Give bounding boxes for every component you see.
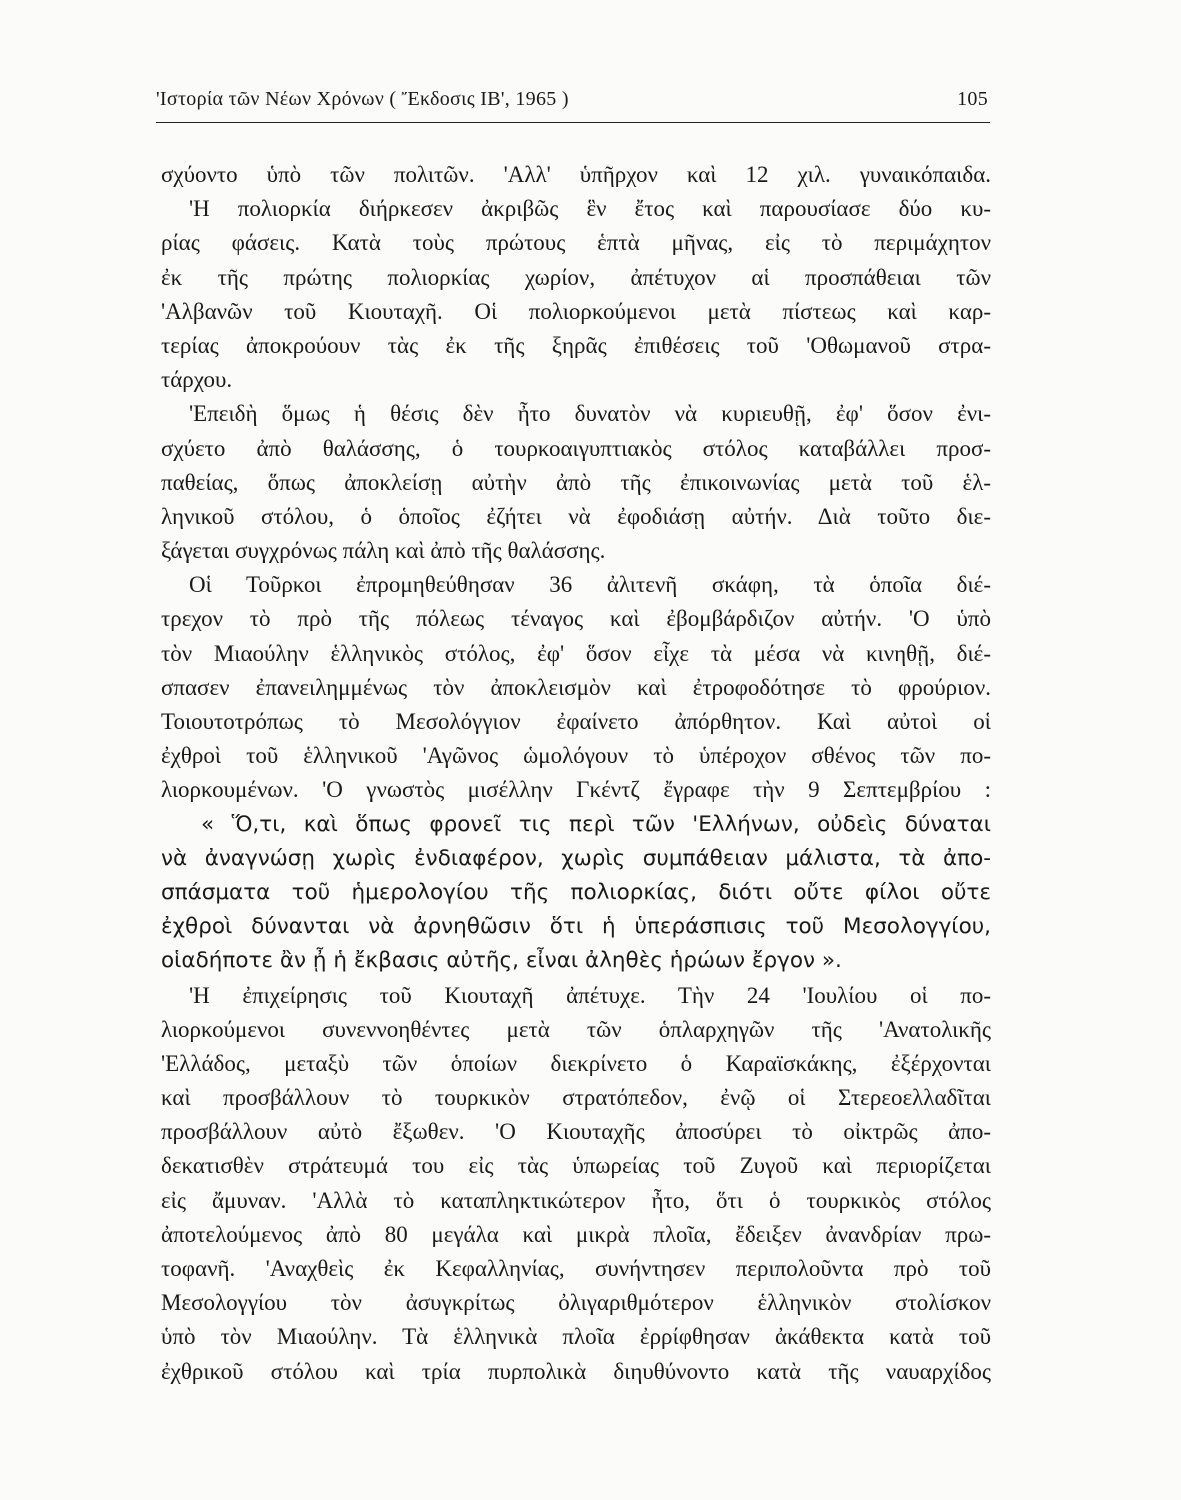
text-line: καὶ προσβάλλουν τὸ τουρκικὸν στρατόπεδον, ἐνῷ οἱ Στερεοελλαδῖται <box>161 1085 991 1111</box>
quote-line: νὰ ἀναγνώσῃ χωρὶς ἐνδιαφέρον, χωρὶς συμπάθειαν μάλιστα, τὰ ἀπο- <box>161 845 991 871</box>
text-line: εἰς ἄμυναν. 'Αλλὰ τὸ καταπληκτικώτερον ἦτο, ὅτι ὁ τουρκικὸς στόλος <box>161 1187 991 1213</box>
text-line: ἐκ τῆς πρώτης πολιορκίας χωρίον, ἀπέτυχον αἱ προσπάθειαι τῶν <box>161 264 991 290</box>
quote-line: οἱαδήποτε ἂν ᾖ ἡ ἔκβασις αὐτῆς, εἶναι ἀληθὲς ἡρώων ἔργον ». <box>161 948 842 974</box>
text-line: τρεχον τὸ πρὸ τῆς πόλεως τέναγος καὶ ἐβομβάρδιζον αὐτήν. 'Ο ὑπὸ <box>161 606 991 632</box>
text-line: ἐχθρικοῦ στόλου καὶ τρία πυρπολικὰ διηυθύνοντο κατὰ τῆς ναυαρχίδος <box>161 1358 991 1384</box>
page-number: 105 <box>957 88 988 110</box>
text-line: 'Ελλάδος, μεταξὺ τῶν ὁποίων διεκρίνετο ὁ Καραϊσκάκης, ἐξέρχονται <box>161 1050 991 1076</box>
text-line: τάρχου. <box>161 367 233 393</box>
text-line: ἀποτελούμενος ἀπὸ 80 μεγάλα καὶ μικρὰ πλοῖα, ἔδειξεν ἀνανδρίαν πρω- <box>161 1221 991 1247</box>
text-line: σχύοντο ὑπὸ τῶν πολιτῶν. 'Αλλ' ὑπῆρχον καὶ 12 χιλ. γυναικόπαιδα. <box>161 162 991 187</box>
text-line: τὸν Μιαούλην ἑλληνικὸς στόλος, ἐφ' ὅσον εἶχε τὰ μέσα νὰ κινηθῇ, διέ- <box>161 640 991 666</box>
text-line: ὑπὸ τὸν Μιαούλην. Τὰ ἑλληνικὰ πλοῖα ἐρρίφθησαν ἀκάθεκτα κατὰ τοῦ <box>161 1324 991 1350</box>
text-line: λιορκούμενοι συνεννοηθέντες μετὰ τῶν ὁπλαρχηγῶν τῆς 'Ανατολικῆς <box>161 1016 991 1042</box>
text-line: Μεσολογγίου τὸν ἀσυγκρίτως ὀλιγαριθμότερον ἑλληνικὸν στολίσκον <box>161 1290 991 1316</box>
text-line: σχύετο ἀπὸ θαλάσσης, ὁ τουρκοαιγυπτιακὸς στόλος καταβάλλει προσ- <box>161 435 991 461</box>
text-line: 'Αλβανῶν τοῦ Κιουταχῆ. Οἱ πολιορκούμενοι μετὰ πίστεως καὶ καρ- <box>161 298 991 324</box>
body-text <box>161 158 991 1389</box>
text-line: προσβάλλουν αὐτὸ ἔξωθεν. 'Ο Κιουταχῆς ἀποσύρει τὸ οἰκτρῶς ἀπο- <box>161 1119 991 1145</box>
running-header <box>156 88 988 111</box>
text-line: Οἱ Τοῦρκοι ἐπρομηθεύθησαν 36 ἀλιτενῆ σκάφη, τὰ ὁποῖα διέ- <box>189 572 991 598</box>
text-line: ἐχθροὶ τοῦ ἑλληνικοῦ 'Αγῶνος ὡμολόγουν τὸ ὑπέροχον σθένος τῶν πο- <box>161 743 991 769</box>
text-line: λιορκουμένων. 'Ο γνωστὸς μισέλλην Γκέντζ ἔγραφε τὴν 9 Σεπτεμβρίου : <box>161 777 991 803</box>
text-line: ληνικοῦ στόλου, ὁ ὁποῖος ἐζήτει νὰ ἐφοδιάσῃ αὐτήν. Διὰ τοῦτο διε- <box>161 503 991 529</box>
text-line: ξάγεται συγχρόνως πάλη καὶ ἀπὸ τῆς θαλάσσης. <box>161 538 606 564</box>
text-line: παθείας, ὅπως ἀποκλείσῃ αὐτὴν ἀπὸ τῆς ἐπικοινωνίας μετὰ τοῦ ἑλ- <box>161 469 991 495</box>
quote-line: « Ὅ,τι, καὶ ὅπως φρονεῖ τις περὶ τῶν 'Ελλήνων, οὐδεὶς δύναται <box>201 811 991 837</box>
header-rule <box>156 122 990 123</box>
text-line: 'Επειδὴ ὅμως ἡ θέσις δὲν ἦτο δυνατὸν νὰ κυριευθῇ, ἐφ' ὅσον ἐνι- <box>189 401 991 427</box>
text-line: 'Η ἐπιχείρησις τοῦ Κιουταχῆ ἀπέτυχε. Τὴν 24 'Ιουλίου οἱ πο- <box>189 982 991 1008</box>
quote-line: σπάσματα τοῦ ἡμερολογίου τῆς πολιορκίας, διότι οὔτε φίλοι οὔτε <box>161 879 991 905</box>
text-line: Τοιουτοτρόπως τὸ Μεσολόγγιον ἐφαίνετο ἀπόρθητον. Καὶ αὐτοὶ οἱ <box>161 709 991 734</box>
quote-line: ἐχθροὶ δύνανται νὰ ἀρνηθῶσιν ὅτι ἡ ὑπεράσπισις τοῦ Μεσολογγίου, <box>161 914 991 940</box>
text-line: δεκατισθὲν στράτευμά του εἰς τὰς ὑπωρείας τοῦ Ζυγοῦ καὶ περιορίζεται <box>161 1153 991 1179</box>
text-line: σπασεν ἐπανειλημμένως τὸν ἀποκλεισμὸν καὶ ἐτροφοδότησε τὸ φρούριον. <box>161 674 991 700</box>
text-line: τερίας ἀποκρούουν τὰς ἐκ τῆς ξηρᾶς ἐπιθέσεις τοῦ 'Οθωμανοῦ στρα- <box>161 332 991 358</box>
running-title: 'Ιστορία τῶν Νέων Χρόνων ( Ἔκδοσις ΙΒ', 1965 ) <box>156 88 569 110</box>
text-line: τοφανῆ. 'Αναχθεὶς ἐκ Κεφαλληνίας, συνήντησεν περιπολοῦντα πρὸ τοῦ <box>161 1256 991 1281</box>
text-line: 'Η πολιορκία διήρκεσεν ἀκριβῶς ἓν ἔτος καὶ παρουσίασε δύο κυ- <box>189 196 991 222</box>
text-line: ρίας φάσεις. Κατὰ τοὺς πρώτους ἑπτὰ μῆνας, εἰς τὸ περιμάχητον <box>161 230 991 256</box>
